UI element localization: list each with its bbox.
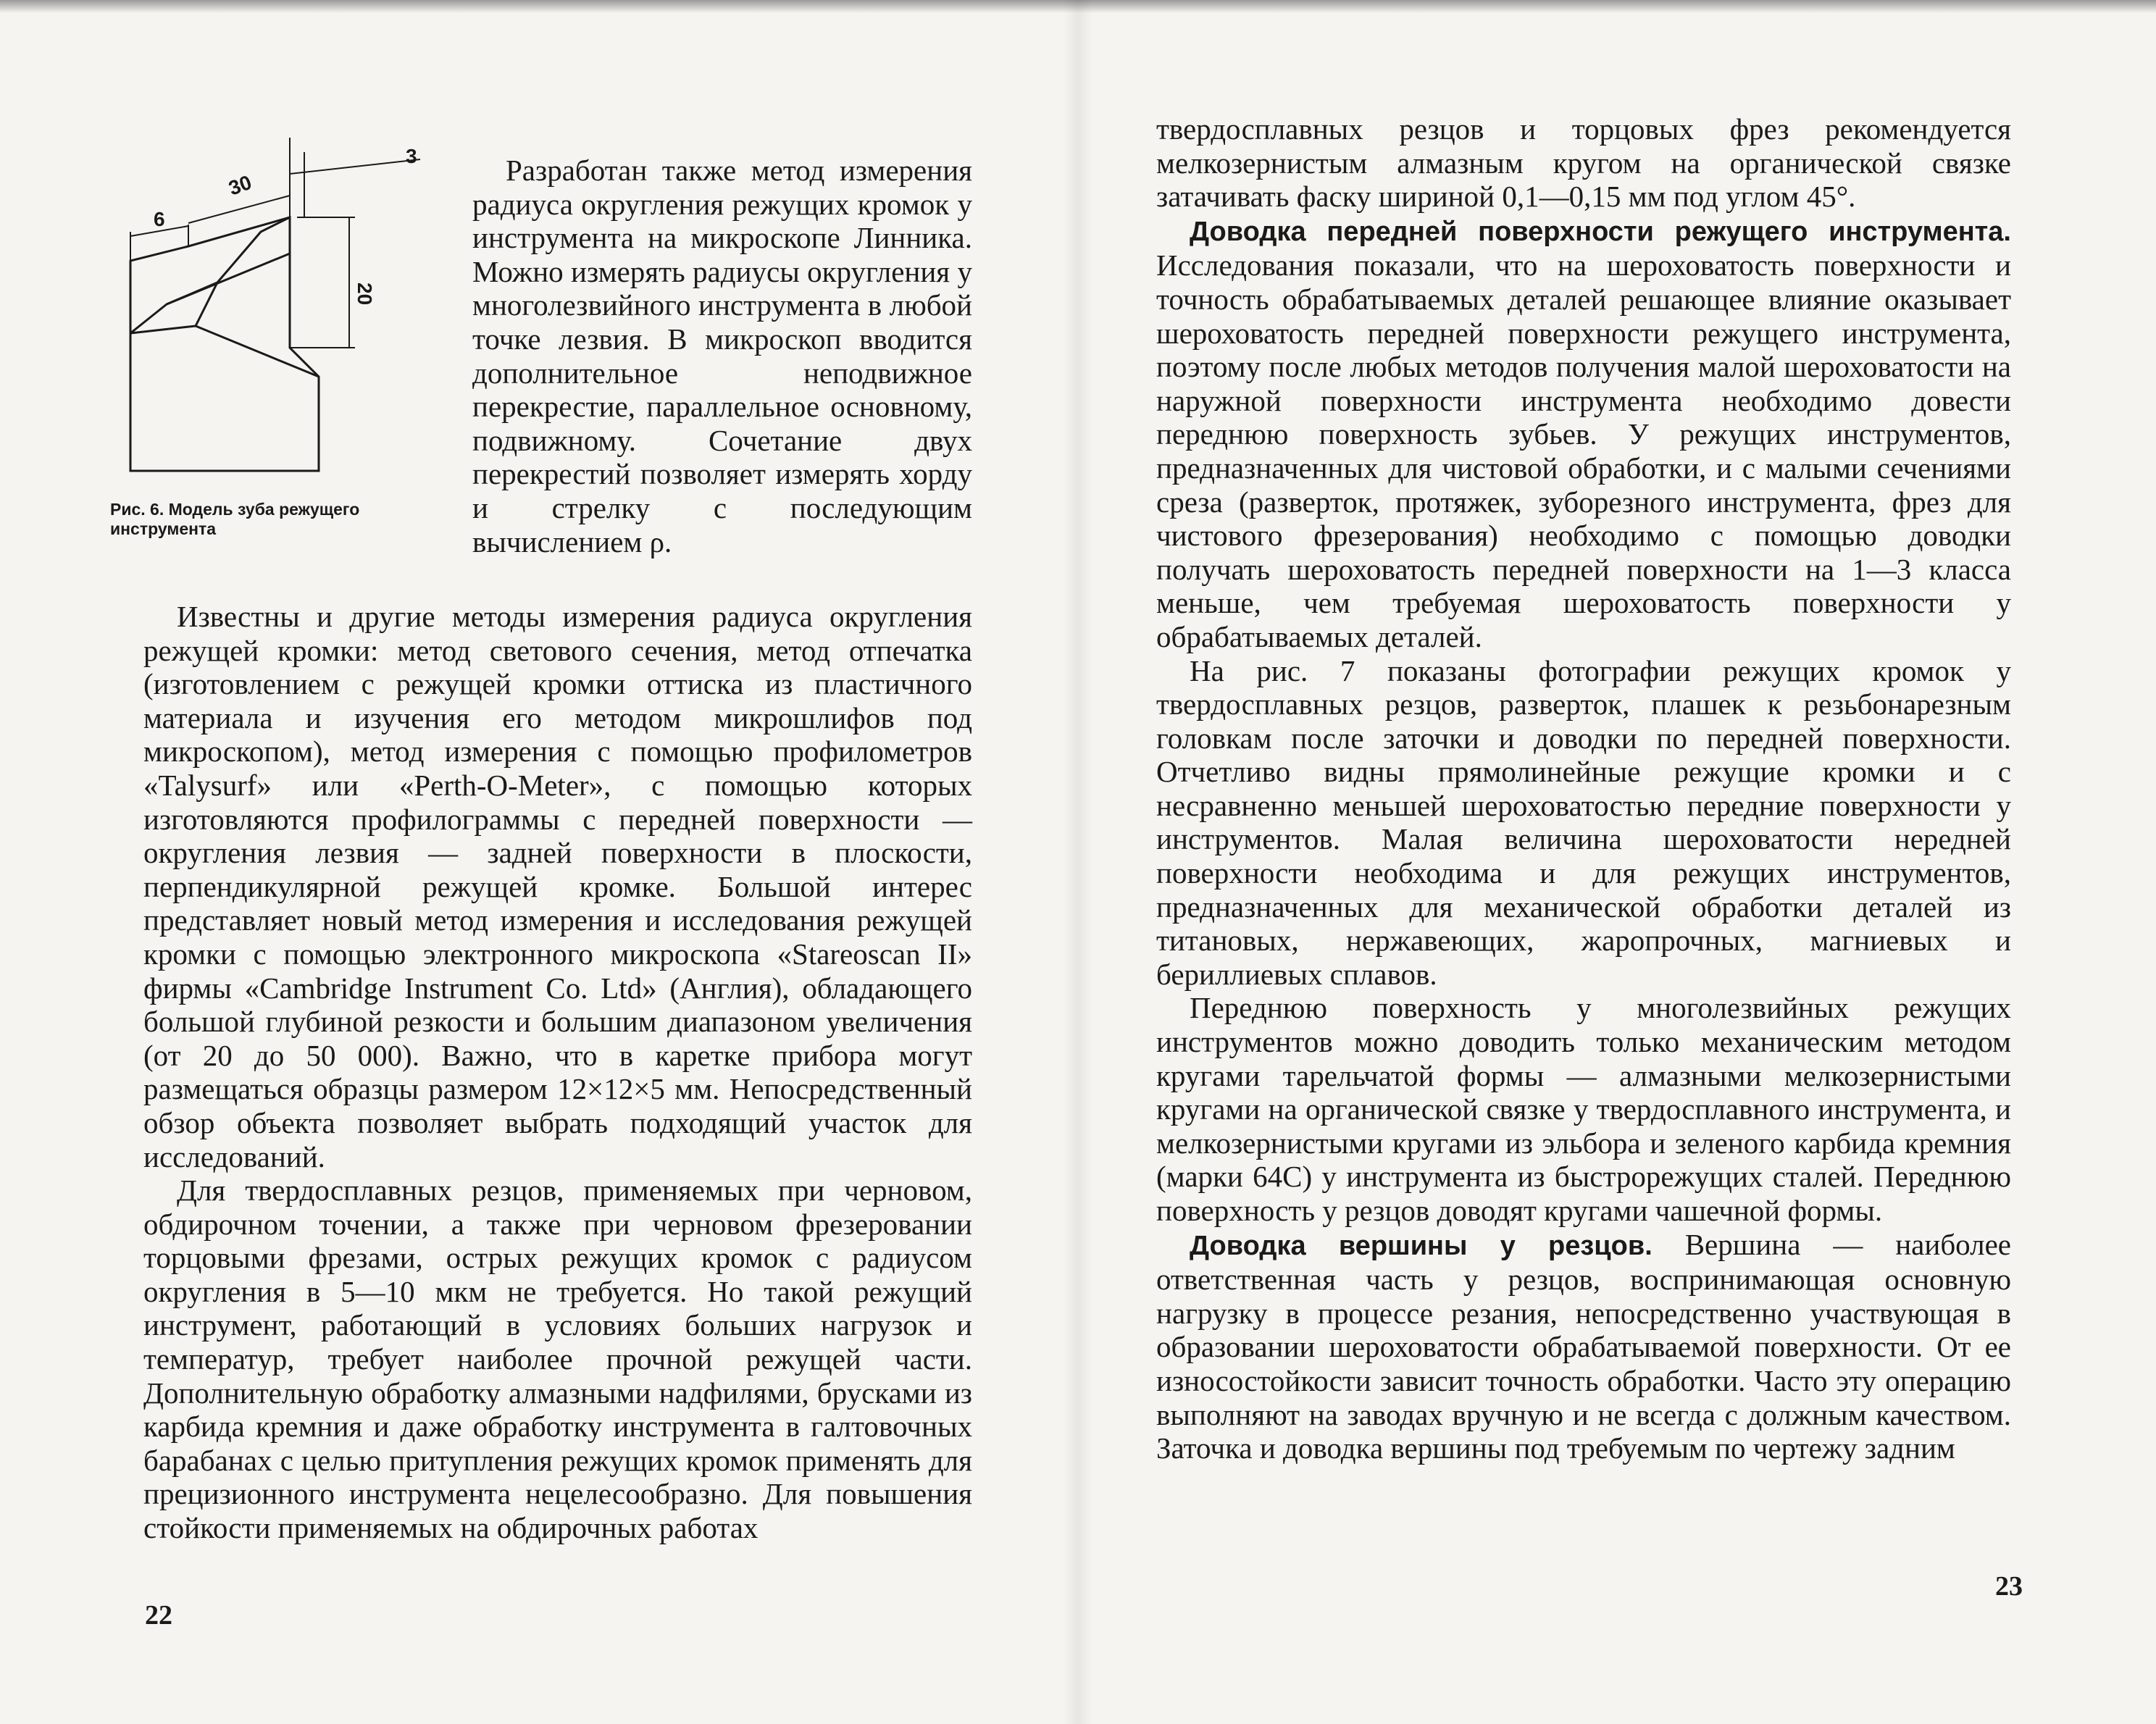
figure-caption: Рис. 6. Модель зуба режущего инструмента xyxy=(110,500,360,538)
dim-label-30: 30 xyxy=(225,170,255,200)
tooth-outline xyxy=(130,217,319,471)
right-body-text xyxy=(1156,112,2011,1465)
paragraph: Для твердосплавных резцов, применяемых при черновом, обдирочном точении, а также при черновом фрезеровании торцовыми фрезами, острых режущих кромок с радиусом округления в 5—10 мкм не требуется. Но такой режущий инструмент, работающий в условиях больших нагрузок и температур, требует наиболее прочной режущей части. Дополнительную обработку алмазными надфилями, брусками из карбида кремния и даже обработку инструмента в галтовочных барабанах с целью притупления режущих кромок применять для прецизионного инструмента нецелесообразно. Для повышения стойкости применяемых на обдирочных работах xyxy=(143,1173,972,1545)
extension-lines xyxy=(130,138,355,348)
paragraph xyxy=(1156,1228,2011,1465)
wrap-text-column xyxy=(472,154,972,558)
left-body-text xyxy=(143,600,972,1545)
dim-label-20: 20 xyxy=(354,283,376,306)
tooth-corner xyxy=(196,283,217,326)
section-heading: Доводка передней поверхности режущего инструмента. xyxy=(1190,216,2011,247)
left-page xyxy=(0,0,1065,1724)
paragraph: Переднюю поверхность у многолезвийных режущих инструментов можно доводить только механическим методом кругами тарельчатой формы — алмазными мелкозернистыми кругами на органической связке у твердосплавного инструмента, и мелкозернистыми кругами из эльбора и зеленого карбида кремния (марки 64С) у инструмента из быстрорежущих сталей. Переднюю поверхность у резцов доводят кругами чашечной формы. xyxy=(1156,991,2011,1227)
dim-line-3 xyxy=(290,159,420,174)
page-number-left: 22 xyxy=(145,1600,172,1631)
paragraph xyxy=(1156,214,2011,654)
paragraph: твердосплавных резцов и торцовых фрез рекомендуется мелкозернистым алмазным кругом на органической связке затачивать фаску шириной 0,1—0,15 мм под углом 45°. xyxy=(1156,112,2011,214)
paragraph: Разработан также метод измерения радиуса округления режущих кромок у инструмента на микроскопе Линника. Можно измерять радиусы округления у многолезвийного инструмента в любой точке лезвия. В микроскоп вводится дополнительное неподвижное перекрестие, параллельное основному, подвижному. Сочетание двух перекрестий позволяет измерять хорду и стрелку с последующим вычислением ρ. xyxy=(472,154,972,558)
section-heading: Доводка вершины у резцов. xyxy=(1190,1230,1652,1261)
right-page xyxy=(1087,0,2156,1724)
figure-6-tooth-model xyxy=(116,130,449,485)
paragraph-text: Вершина — наиболее ответственная часть у резцов, воспринимающая основную нагрузку в процессе резания, непосредственно участвующая в образовании шероховатости обрабатываемой поверхности. От ее износостойкости зависит точность обработки. Часто эту операцию выполняют на заводах вручную и не всегда с должным качеством. Заточка и доводка вершины под требуемым по чертежу задним xyxy=(1156,1227,2011,1465)
paragraph-text: Исследования показали, что на шероховатость поверхности и точность обрабатываемых деталей решающее влияние оказывает шероховатость передней поверхности режущего инструмента, поэтому после любых методов получения малой шероховатости на наружной поверхности инструмента необходимо довести переднюю поверхность зубьев. У режущих инструментов, предназначенных для чистовой обработки, и с малыми сечениями среза (разверток, протяжек, зуборезного инструмента, фрез для чистового фрезерования) необходимо с помощью доводки получать шероховатость передней поверхности на 1—3 класса меньше, чем требуемая шероховатость поверхности у обрабатываемых деталей. xyxy=(1156,248,2011,653)
page-number-right: 23 xyxy=(1995,1571,2023,1602)
paragraph: На рис. 7 показаны фотографии режущих кромок у твердосплавных резцов, разверток, плашек к резьбонарезным головкам после заточки и доводки по передней поверхности. Отчетливо видны прямолинейные режущие кромки и с несравненно меньшей шероховатостью передние поверхности у инструментов. Малая величина шероховатости нередней поверхности необходима и для режущих инструментов, предназначенных для механической обработки деталей из титановых, нержавеющих, жаропрочных, магниевых и бериллиевых сплавов. xyxy=(1156,653,2011,991)
dim-line-30 xyxy=(188,196,290,223)
dim-label-3: 3 xyxy=(406,145,417,167)
paragraph: Известны и другие методы измерения радиуса округления режущей кромки: метод светового сечения, метод отпечатка (изготовлением с режущей кромки оттиска из пластичного материала и изучения его методом микрошлифов под микроскопом), метод измерения с помощью профилометров «Talysurf» или «Perth-O-Meter», с помощью которых изготовляются профилограммы с передней поверхности — округления лезвия — задней поверхности в плоскости, перпендикулярной режущей кромке. Большой интерес представляет новый метод измерения и исследования режущей кромки с помощью электронного микроскопа «Stareoscan II» фирмы «Cambridge Instrument Co. Ltd» (Англия), обладающего большой глубиной резкости и большим диапазоном увеличения (от 20 до 50 000). Важно, что в каретке прибора могут размещаться образцы размером 12×12×5 мм. Непосредственный обзор объекта позволяет выбрать подходящий участок для исследований. xyxy=(143,600,972,1173)
dim-label-6: 6 xyxy=(154,208,165,230)
tooth-rake-edge xyxy=(130,254,290,333)
